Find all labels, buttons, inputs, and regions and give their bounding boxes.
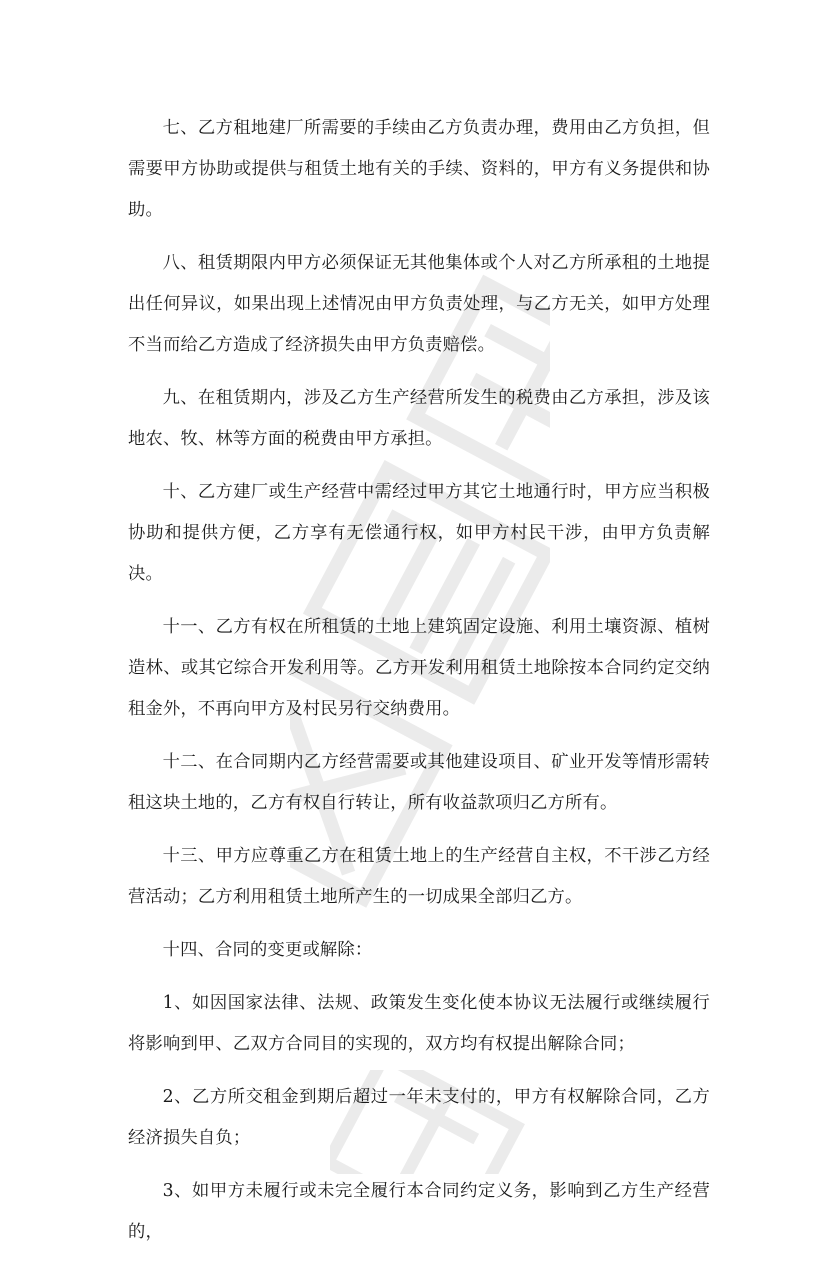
clause-12: 十二、在合同期内乙方经营需要或其他建设项目、矿业开发等情形需转租这块土地的，乙方有权自行转让，所有收益款项归乙方所有。 [128,752,710,813]
clause-11: 十一、乙方有权在所租赁的土地上建筑固定设施、利用土壤资源、植树造林、或其它综合开发利用等。乙方开发利用租赁土地除按本合同约定交纳租金外，不再向甲方及村民另行交纳费用。 [128,617,710,719]
clause-14-item-3: 3、如甲方未履行或未完全履行本合同约定义务，影响到乙方生产经营的， [128,1181,710,1242]
clause-9: 九、在租赁期内，涉及乙方生产经营所发生的税费由乙方承担，涉及该地农、牧、林等方面的税费由甲方承担。 [128,388,710,449]
clause-10: 十、乙方建厂或生产经营中需经过甲方其它土地通行时，甲方应当积极协助和提供方便，乙方享有无偿通行权，如甲方村民干涉，由甲方负责解决。 [128,482,710,584]
clause-13: 十三、甲方应尊重乙方在租赁土地上的生产经营自主权，不干涉乙方经营活动；乙方利用租赁土地所产生的一切成果全部归乙方。 [128,846,710,907]
clause-8: 八、租赁期限内甲方必须保证无其他集体或个人对乙方所承租的土地提出任何异议，如果出现上述情况由甲方负责处理，与乙方无关，如甲方处理不当而给乙方造成了经济损失由甲方负责赔偿。 [128,253,710,355]
clause-7: 七、乙方租地建厂所需要的手续由乙方负责办理，费用由乙方负担，但需要甲方协助或提供与租赁土地有关的手续、资料的，甲方有义务提供和协助。 [128,118,710,220]
document-body [128,108,710,1265]
clause-14-heading: 十四、合同的变更或解除： [162,940,373,960]
clause-14-item-1: 1、如因国家法律、法规、政策发生变化使本协议无法履行或继续履行将影响到甲、乙双方合同目的实现的，双方均有权提出解除合同； [128,993,710,1054]
clause-14-item-2: 2、乙方所交租金到期后超过一年未支付的，甲方有权解除合同，乙方经济损失自负； [128,1087,710,1148]
